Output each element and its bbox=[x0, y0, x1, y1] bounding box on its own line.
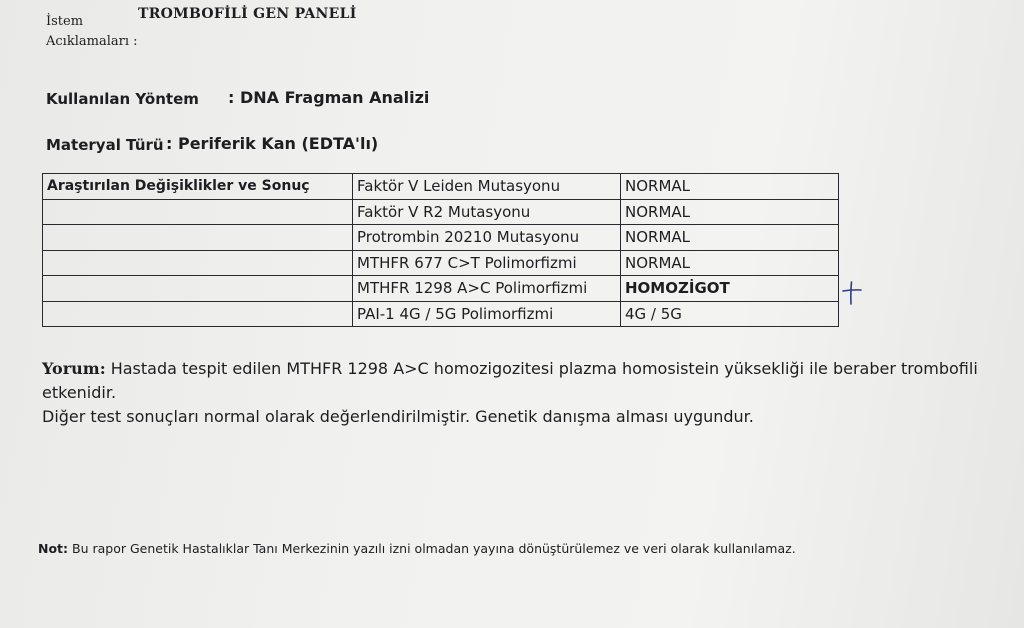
table-header-label: Araştırılan Değişiklikler ve Sonuç bbox=[43, 174, 353, 200]
table-row bbox=[43, 250, 839, 276]
test-result: NORMAL bbox=[621, 199, 839, 225]
test-result: NORMAL bbox=[621, 225, 839, 251]
footer-note bbox=[38, 541, 796, 556]
table-row bbox=[43, 174, 839, 200]
handwritten-plus-icon bbox=[840, 280, 864, 310]
table-row bbox=[43, 199, 839, 225]
empty-cell bbox=[43, 250, 353, 276]
test-result: NORMAL bbox=[621, 174, 839, 200]
test-name: MTHFR 1298 A>C Polimorfizmi bbox=[353, 276, 621, 302]
panel-title: TROMBOFİLİ GEN PANELİ bbox=[138, 6, 357, 22]
interpretation-text: Hastada tespit edilen MTHFR 1298 A>C homozigozitesi plazma homosistein yüksekliği ile beraber trombofili etkenidir. bbox=[42, 359, 978, 402]
interpretation-label: Yorum: bbox=[42, 359, 106, 378]
test-result: 4G / 5G bbox=[621, 301, 839, 327]
test-result: NORMAL bbox=[621, 250, 839, 276]
table-row bbox=[43, 276, 839, 302]
interpretation-block bbox=[42, 357, 992, 429]
empty-cell bbox=[43, 199, 353, 225]
empty-cell bbox=[43, 276, 353, 302]
test-result-highlight: HOMOZİGOT bbox=[621, 276, 839, 302]
table-row bbox=[43, 225, 839, 251]
method-label: Kullanılan Yöntem bbox=[46, 90, 199, 108]
method-value: : DNA Fragman Analizi bbox=[228, 88, 430, 107]
table-row bbox=[43, 301, 839, 327]
test-name: Protrombin 20210 Mutasyonu bbox=[353, 225, 621, 251]
aciklama-label: Acıklamaları : bbox=[46, 34, 138, 49]
empty-cell bbox=[43, 225, 353, 251]
test-name: MTHFR 677 C>T Polimorfizmi bbox=[353, 250, 621, 276]
interpretation-text-2: Diğer test sonuçları normal olarak değerlendirilmiştir. Genetik danışma alması uygundur. bbox=[42, 407, 754, 426]
footer-text: Bu rapor Genetik Hastalıklar Tanı Merkezinin yazılı izni olmadan yayına dönüştürülemez ve veri olarak kullanılamaz. bbox=[72, 541, 796, 556]
test-name: Faktör V Leiden Mutasyonu bbox=[353, 174, 621, 200]
material-value: : Periferik Kan (EDTA'lı) bbox=[166, 134, 379, 153]
empty-cell bbox=[43, 301, 353, 327]
test-name: Faktör V R2 Mutasyonu bbox=[353, 199, 621, 225]
material-label: Materyal Türü bbox=[46, 136, 164, 154]
istem-label: İstem bbox=[46, 14, 84, 29]
test-name: PAI-1 4G / 5G Polimorfizmi bbox=[353, 301, 621, 327]
footer-label: Not: bbox=[38, 541, 69, 556]
results-table bbox=[42, 173, 839, 327]
